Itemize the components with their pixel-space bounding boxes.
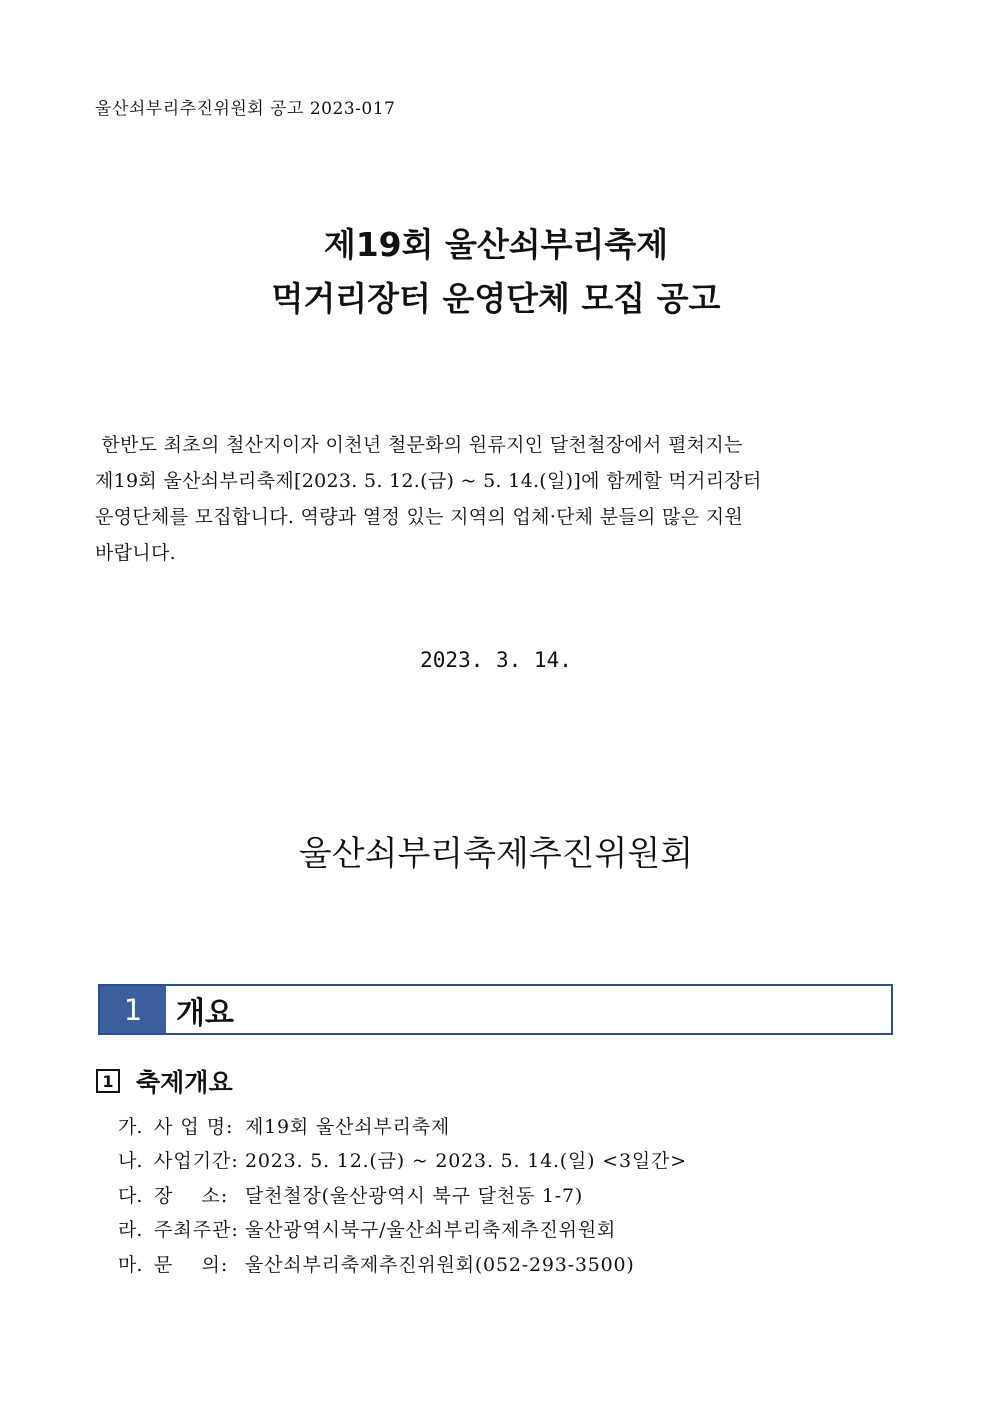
intro-line: 바랍니다. [95, 542, 176, 564]
title-line-1: 제19회 울산쇠부리축제 [323, 225, 669, 264]
list-item [118, 1246, 687, 1281]
item-marker: 다. [118, 1184, 143, 1207]
item-key: 문 의: [154, 1253, 229, 1276]
item-value: 울산광역시북구/울산쇠부리축제추진위원회 [245, 1219, 617, 1242]
overview-list [118, 1108, 687, 1281]
title-line-2: 먹거리장터 운영단체 모집 공고 [271, 279, 721, 318]
item-key: 사 업 명: [154, 1115, 234, 1138]
section-title: 개요 [176, 995, 234, 1031]
item-value: 제19회 울산쇠부리축제 [245, 1115, 451, 1138]
issuer-name: 울산쇠부리축제추진위원회 [298, 834, 694, 874]
item-marker: 마. [118, 1253, 143, 1276]
notice-date: 2023. 3. 14. [420, 648, 572, 672]
item-marker: 라. [118, 1219, 143, 1242]
list-item [118, 1177, 687, 1212]
section-header [98, 984, 893, 1035]
list-item [118, 1108, 687, 1143]
page-title [0, 218, 992, 326]
section-number: 1 [100, 986, 166, 1033]
item-key: 장 소: [154, 1184, 229, 1207]
subsection-heading [96, 1063, 233, 1099]
intro-line: 운영단체를 모집합니다. 역량과 열정 있는 지역의 업체·단체 분들의 많은 지원 [95, 506, 744, 528]
item-key: 주최주관: [154, 1219, 239, 1242]
subsection-title: 축제개요 [136, 1068, 233, 1097]
intro-line: 제19회 울산쇠부리축제[2023. 5. 12.(금) ~ 5. 14.(일)]에 함께할 먹거리장터 [95, 470, 762, 492]
intro-paragraph [95, 427, 895, 571]
item-value: 달천철장(울산광역시 북구 달천동 1-7) [245, 1184, 584, 1207]
notice-number: 울산쇠부리추진위원회 공고 2023-017 [95, 99, 396, 119]
item-marker: 가. [118, 1115, 143, 1138]
item-value: 2023. 5. 12.(금) ~ 2023. 5. 14.(일) <3일간> [245, 1150, 687, 1173]
item-key: 사업기간: [154, 1150, 239, 1173]
list-item [118, 1143, 687, 1178]
item-value: 울산쇠부리축제추진위원회(052-293-3500) [245, 1253, 635, 1276]
subsection-number-box: 1 [96, 1069, 120, 1093]
list-item [118, 1212, 687, 1247]
item-marker: 나. [118, 1150, 143, 1173]
intro-line: 한반도 최초의 철산지이자 이천년 철문화의 원류지인 달천철장에서 펼쳐지는 [95, 434, 743, 456]
